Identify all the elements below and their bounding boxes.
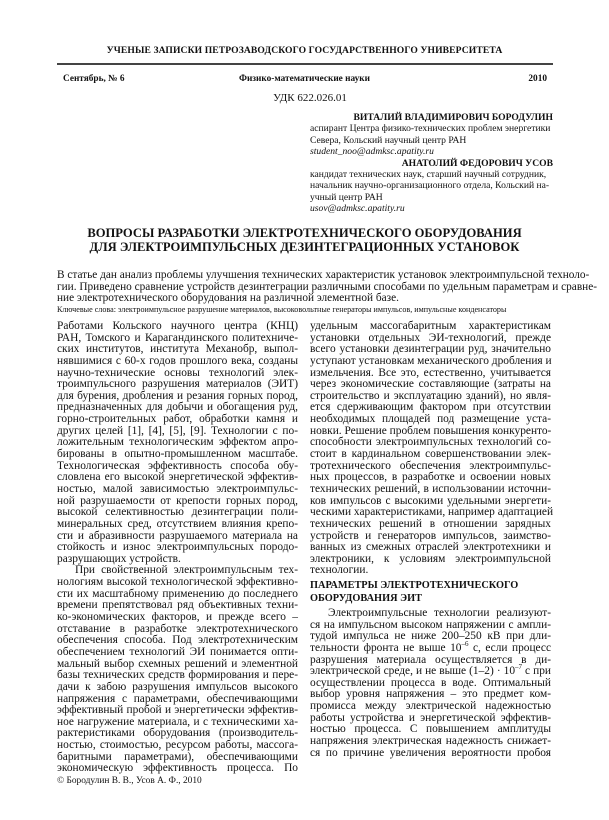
left-column [57,321,298,775]
author-name: АНАТОЛИЙ ФЕДОРОВИЧ УСОВ [401,157,553,169]
text-line: ся по причине увеличения вероятности пробоя [310,746,551,759]
text-line: технических решений в отношении зарядных [310,517,551,530]
text-line: ко-экономических факторов, и прежде всего – [57,611,298,624]
text-line: минеральных сред, отсутствием влияния крепо- [57,517,298,530]
text-line: горно-строительных работ, обработки камня и [57,413,298,426]
keywords: Ключевые слова: электроимпульсное разрушение материалов, высоковольтные генераторы импульсов, импульсные конденсаторы [57,305,507,314]
text-line: Работами Кольского научного центра (КНЦ) [57,320,298,332]
author-affiliation: кандидат технических наук, старший научный сотрудник, [310,169,547,181]
udk-code: УДК 622.026.01 [273,92,347,104]
article-title [0,226,609,254]
text-line: РАН, Томского и Карагандинского политехниче- [57,331,298,344]
author-affiliation: учный центр РАН [310,191,383,203]
text-line: мальный выбор схемных решений и элементной [57,657,298,670]
text-line: выбор уровня напряжения – это предмет ком- [310,688,551,701]
section-body [310,608,551,759]
text-line: бированы в опытно-промышленном масштабе. [57,448,298,461]
right-column [310,320,554,577]
author-affiliation: Севера, Кольский научный центр РАН [310,134,467,146]
text-line: эффективный пробой и энергетически эффектив- [57,704,298,717]
text-line: ной разрушаемости от крепости горных пород, [57,494,298,507]
text-line: отставание в разработке электротехнического [57,622,298,635]
text-line [310,639,552,655]
text-line: При свойственной электроимпульсным тех- [75,564,298,577]
text-line: дачи к забою разрушения импульсов высокого [57,680,298,693]
text-line: напряжения с параметрами, обеспечивающими [57,692,298,705]
text-line: ных процессов, в разработке и освоении новых [310,471,551,484]
text-line: нологиям высокой технологической эффективно- [57,576,298,589]
text-segment: с при [522,665,551,678]
text-line: баритными параметрами), обеспечивающими [57,750,298,763]
text-segment: электрической среде, и не выше (1–2) · 10 [310,665,516,678]
text-line: Электроимпульсные технологии реализуют- [328,607,551,619]
text-line: ложительным технологическим эффектом апро- [57,436,298,449]
text-line: нявшимися с 60-х годов прошлого века, созданы [57,354,298,367]
text-line: Технологическая эффективность способа обу- [57,459,298,472]
year-label: 2010 [528,74,547,84]
text-line: для бурения, дробления и резания горных пород, [57,389,298,402]
text-line: ется сдерживающим фактором при отсутствии [310,401,551,414]
text-line: экономическую эффективность процесса. По [57,762,298,775]
text-line: электроники, к условиям электроимпульсной [310,552,551,565]
text-line: технологии. [310,564,369,577]
journal-title: УЧЕНЫЕ ЗАПИСКИ ПЕТРОЗАВОДСКОГО ГОСУДАРСТВЕННОГО УНИВЕРСИТЕТА [106,45,503,56]
text-line: тротехнического обеспечения электроимпульс- [310,459,551,472]
text-line: стойкость и износ электроимпульсных породо- [57,541,298,554]
superscript: –7 [515,663,523,672]
copyright: © Бородулин В. В., Усов А. Ф., 2010 [57,776,202,786]
text-line: необходимых площадей под размещение уста- [310,413,551,426]
text-line: высокой селективностью дезинтеграции поли- [57,506,298,519]
text-line: ностью процесса. С повышением амплитуды [310,723,551,736]
heading-line: ОБОРУДОВАНИЯ ЭИТ [310,592,422,604]
text-line: рактеристиками оборудования (производитель- [57,727,298,740]
text-line: словлена его высокой энергетической эффектив- [57,471,298,484]
text-line: ностью, стоимостью, ресурсом работы, массога- [57,739,298,752]
text-line: времени препятствовал ряд объективных техни- [57,599,298,612]
text-line: ческими характеристиками, например адаптацией [310,506,554,519]
text-line: стоит в кардинальном совершенствовании элек- [310,448,551,461]
text-line: ских институтов, института Механобр, выпол- [57,343,298,356]
text-line: новки. Решение проблем повышения конкуренто- [310,424,552,437]
text-line: ное нагружение материала, и с техническими ха- [57,715,298,728]
text-line: установки отдельных ЭИ-технологий, прежде [310,331,551,344]
text-line: обеспечения способа. Под электротехническим [57,634,298,647]
text-segment: с, если процесс [468,641,552,654]
abstract-line: В статье дан анализ проблемы улучшения технических характеристик установок электроимпульсной техноло- [57,269,590,281]
author-affiliation: начальник научно-организационного отдела, Кольский на- [310,180,550,192]
authors-block [310,112,553,215]
text-line: способности электроимпульсных технологий со- [310,436,551,449]
text-line: всего установки дезинтеграции руд, значительно [310,343,551,356]
text-line: уступают установкам механического дробления и [310,354,552,367]
text-line: осуществлении процесса в воде. Оптимальный [310,676,551,689]
title-line: ВОПРОСЫ РАЗРАБОТКИ ЭЛЕКТРОТЕХНИЧЕСКОГО ОБОРУДОВАНИЯ [87,226,522,240]
text-line: разрушения материала осуществляется в ди- [310,653,551,666]
title-line: ДЛЯ ЭЛЕКТРОИМПУЛЬСНЫХ ДЕЗИНТЕГРАЦИОННЫХ УСТАНОВОК [89,240,520,254]
text-line: напряжения электрическая надежность снижает- [310,735,551,748]
issue-label: Сентябрь, № 6 [63,74,125,84]
text-line: работы устройства и энергетической эффектив- [310,711,551,724]
text-line: обеспечением технологий ЭИ понимается опти- [57,645,298,658]
text-line: сти их масштабному применению до последнего [57,587,298,600]
text-line: строительство и эксплуатацию зданий), но явля- [310,389,551,402]
text-line: ся на импульсном высоком напряжении с ампли- [310,618,551,631]
text-line: тудой импульса не ниже 200–250 кВ при дли- [310,630,551,643]
text-line: удельным массогабаритным характеристикам [310,320,551,332]
text-line: ностью, малой зависимостью электроимпульс- [57,482,298,495]
text-line: базы технических средств формирования и пере- [57,669,298,682]
text-line: ванных из смежных отраслей электротехники и [310,541,551,554]
text-line: научно-технические основы технологий элек- [57,366,298,379]
text-line: устройств и генераторов импульсов, заимство- [310,529,551,542]
text-line: промисса между электрической надежностью [310,700,551,713]
text-line: троимпульсного разрушения материалов (ЭИТ) [57,378,298,391]
text-line: измельчения. Все это, естественно, учитывается [310,366,551,379]
text-line: других целей [1], [4], [5], [9]. Технологии с по- [57,424,298,437]
heading-line: ПАРАМЕТРЫ ЭЛЕКТРОТЕХНИЧЕСКОГО [310,580,519,591]
author-affiliation: аспирант Центра физико-технических проблем энергетики [310,123,551,135]
text-line: через экономические составляющие (затраты на [310,378,551,391]
abstract-line: гии. Приведено сравнение устройств дезинтеграции различными способами по удельным параметрам и сравне- [57,280,597,293]
text-line: сти и абразивности разрушаемого материала на [57,529,298,542]
author-email[interactable]: usov@admksc.apatity.ru [310,203,405,215]
text-line: ков импульсов с высокими удельными энергети- [310,494,551,507]
author-email[interactable]: student_noo@admksc.apatity.ru [310,146,434,158]
superscript: –6 [461,639,469,648]
header-rule [57,63,553,65]
text-line: разрушающих устройств. [57,552,181,565]
author-name: ВИТАЛИЙ ВЛАДИМИРОВИЧ БОРОДУЛИН [353,112,553,123]
section-heading [310,580,553,605]
text-segment: тельности фронта не выше 10 [310,641,462,654]
section-label: Физико-математические науки [238,74,371,84]
abstract [57,269,597,305]
abstract-line: ние электротехнического оборудования на различной элементной базе. [57,292,399,305]
text-line: технических решений, в использовании источни- [310,482,551,495]
text-line: предназначенных для добычи и обогащения руд, [57,401,298,414]
